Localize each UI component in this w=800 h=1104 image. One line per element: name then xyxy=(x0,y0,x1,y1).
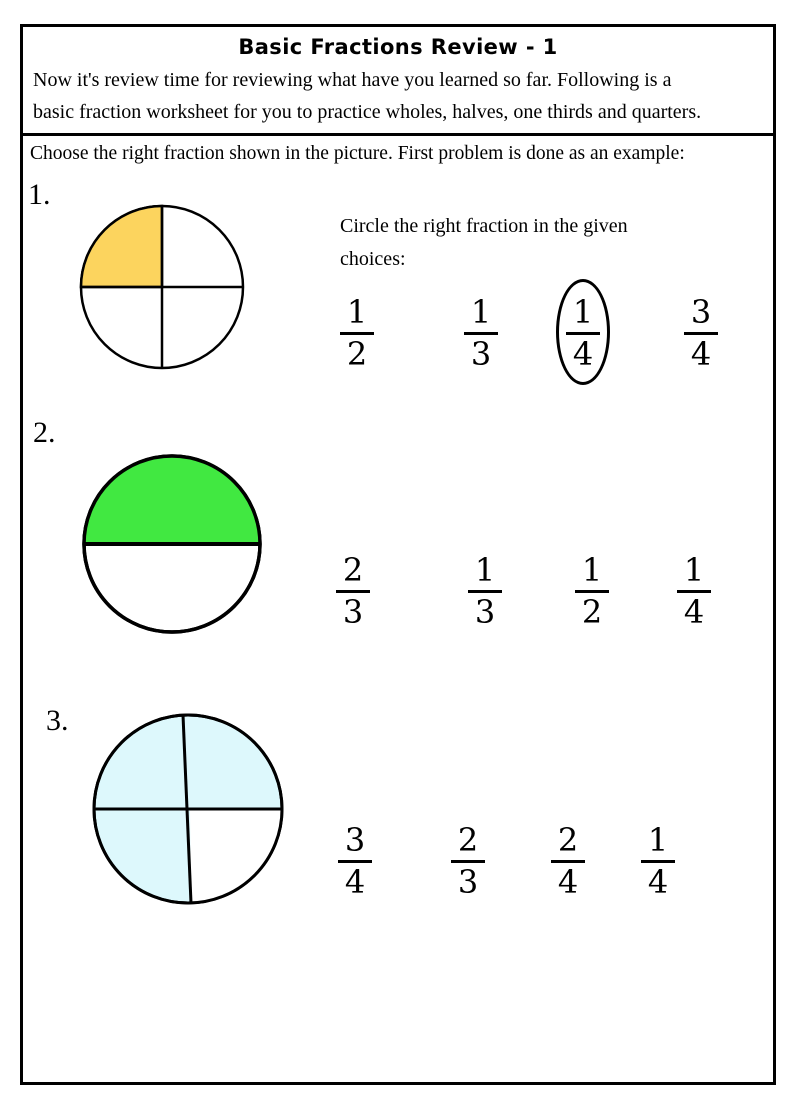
page-title: Basic Fractions Review - 1 xyxy=(238,35,558,59)
fraction-choice-2-3[interactable] xyxy=(562,551,622,631)
denominator: 4 xyxy=(690,335,712,373)
numerator: 2 xyxy=(557,821,579,859)
problem-3-number: 3. xyxy=(46,704,69,737)
worksheet-header xyxy=(23,27,773,136)
denominator: 4 xyxy=(572,335,594,373)
fraction-choice-2-1[interactable] xyxy=(323,551,383,631)
fraction-choice-1-1[interactable] xyxy=(327,293,387,373)
problem-1-number: 1. xyxy=(28,178,51,211)
denominator: 4 xyxy=(344,863,366,901)
problem-2-number: 2. xyxy=(33,416,56,449)
numerator: 1 xyxy=(572,293,594,331)
denominator: 3 xyxy=(342,593,364,631)
denominator: 2 xyxy=(581,593,603,631)
fraction-choice-3-3[interactable] xyxy=(538,821,598,901)
fraction-choice-1-4[interactable] xyxy=(671,293,731,373)
numerator: 2 xyxy=(342,551,364,589)
fraction-choice-1-3[interactable] xyxy=(553,293,613,373)
numerator: 1 xyxy=(474,551,496,589)
intro-line-2: basic fraction worksheet for you to practice wholes, halves, one thirds and quarters. xyxy=(33,101,702,123)
numerator: 1 xyxy=(581,551,603,589)
denominator: 4 xyxy=(647,863,669,901)
problem-2-circle-figure xyxy=(80,452,264,636)
problem-3-circle-figure xyxy=(90,711,286,907)
numerator: 1 xyxy=(683,551,705,589)
denominator: 4 xyxy=(683,593,705,631)
denominator: 2 xyxy=(346,335,368,373)
denominator: 3 xyxy=(470,335,492,373)
problem-1-circle-figure xyxy=(77,202,247,372)
intro-line-1: Now it's review time for reviewing what have you learned so far. Following is a xyxy=(33,69,672,91)
numerator: 3 xyxy=(344,821,366,859)
numerator: 2 xyxy=(457,821,479,859)
numerator: 1 xyxy=(346,293,368,331)
fraction-choice-3-1[interactable] xyxy=(325,821,385,901)
intro-text xyxy=(23,59,773,128)
numerator: 1 xyxy=(470,293,492,331)
prompt-line-2: choices: xyxy=(340,248,406,270)
denominator: 4 xyxy=(557,863,579,901)
prompt-line-1: Circle the right fraction in the given xyxy=(340,215,628,237)
numerator: 3 xyxy=(690,293,712,331)
fraction-choice-1-2[interactable] xyxy=(451,293,511,373)
instruction-text: Choose the right fraction shown in the picture. First problem is done as an example: xyxy=(30,143,685,164)
fraction-choice-2-2[interactable] xyxy=(455,551,515,631)
fraction-choice-3-4[interactable] xyxy=(628,821,688,901)
worksheet-body xyxy=(23,136,773,1082)
shaded-quarter-sector xyxy=(81,206,162,287)
denominator: 3 xyxy=(457,863,479,901)
shaded-half-sector xyxy=(84,456,260,544)
fraction-choice-3-2[interactable] xyxy=(438,821,498,901)
problem-1-prompt xyxy=(340,210,710,276)
fraction-choice-2-4[interactable] xyxy=(664,551,724,631)
denominator: 3 xyxy=(474,593,496,631)
numerator: 1 xyxy=(647,821,669,859)
worksheet-page xyxy=(20,24,776,1085)
